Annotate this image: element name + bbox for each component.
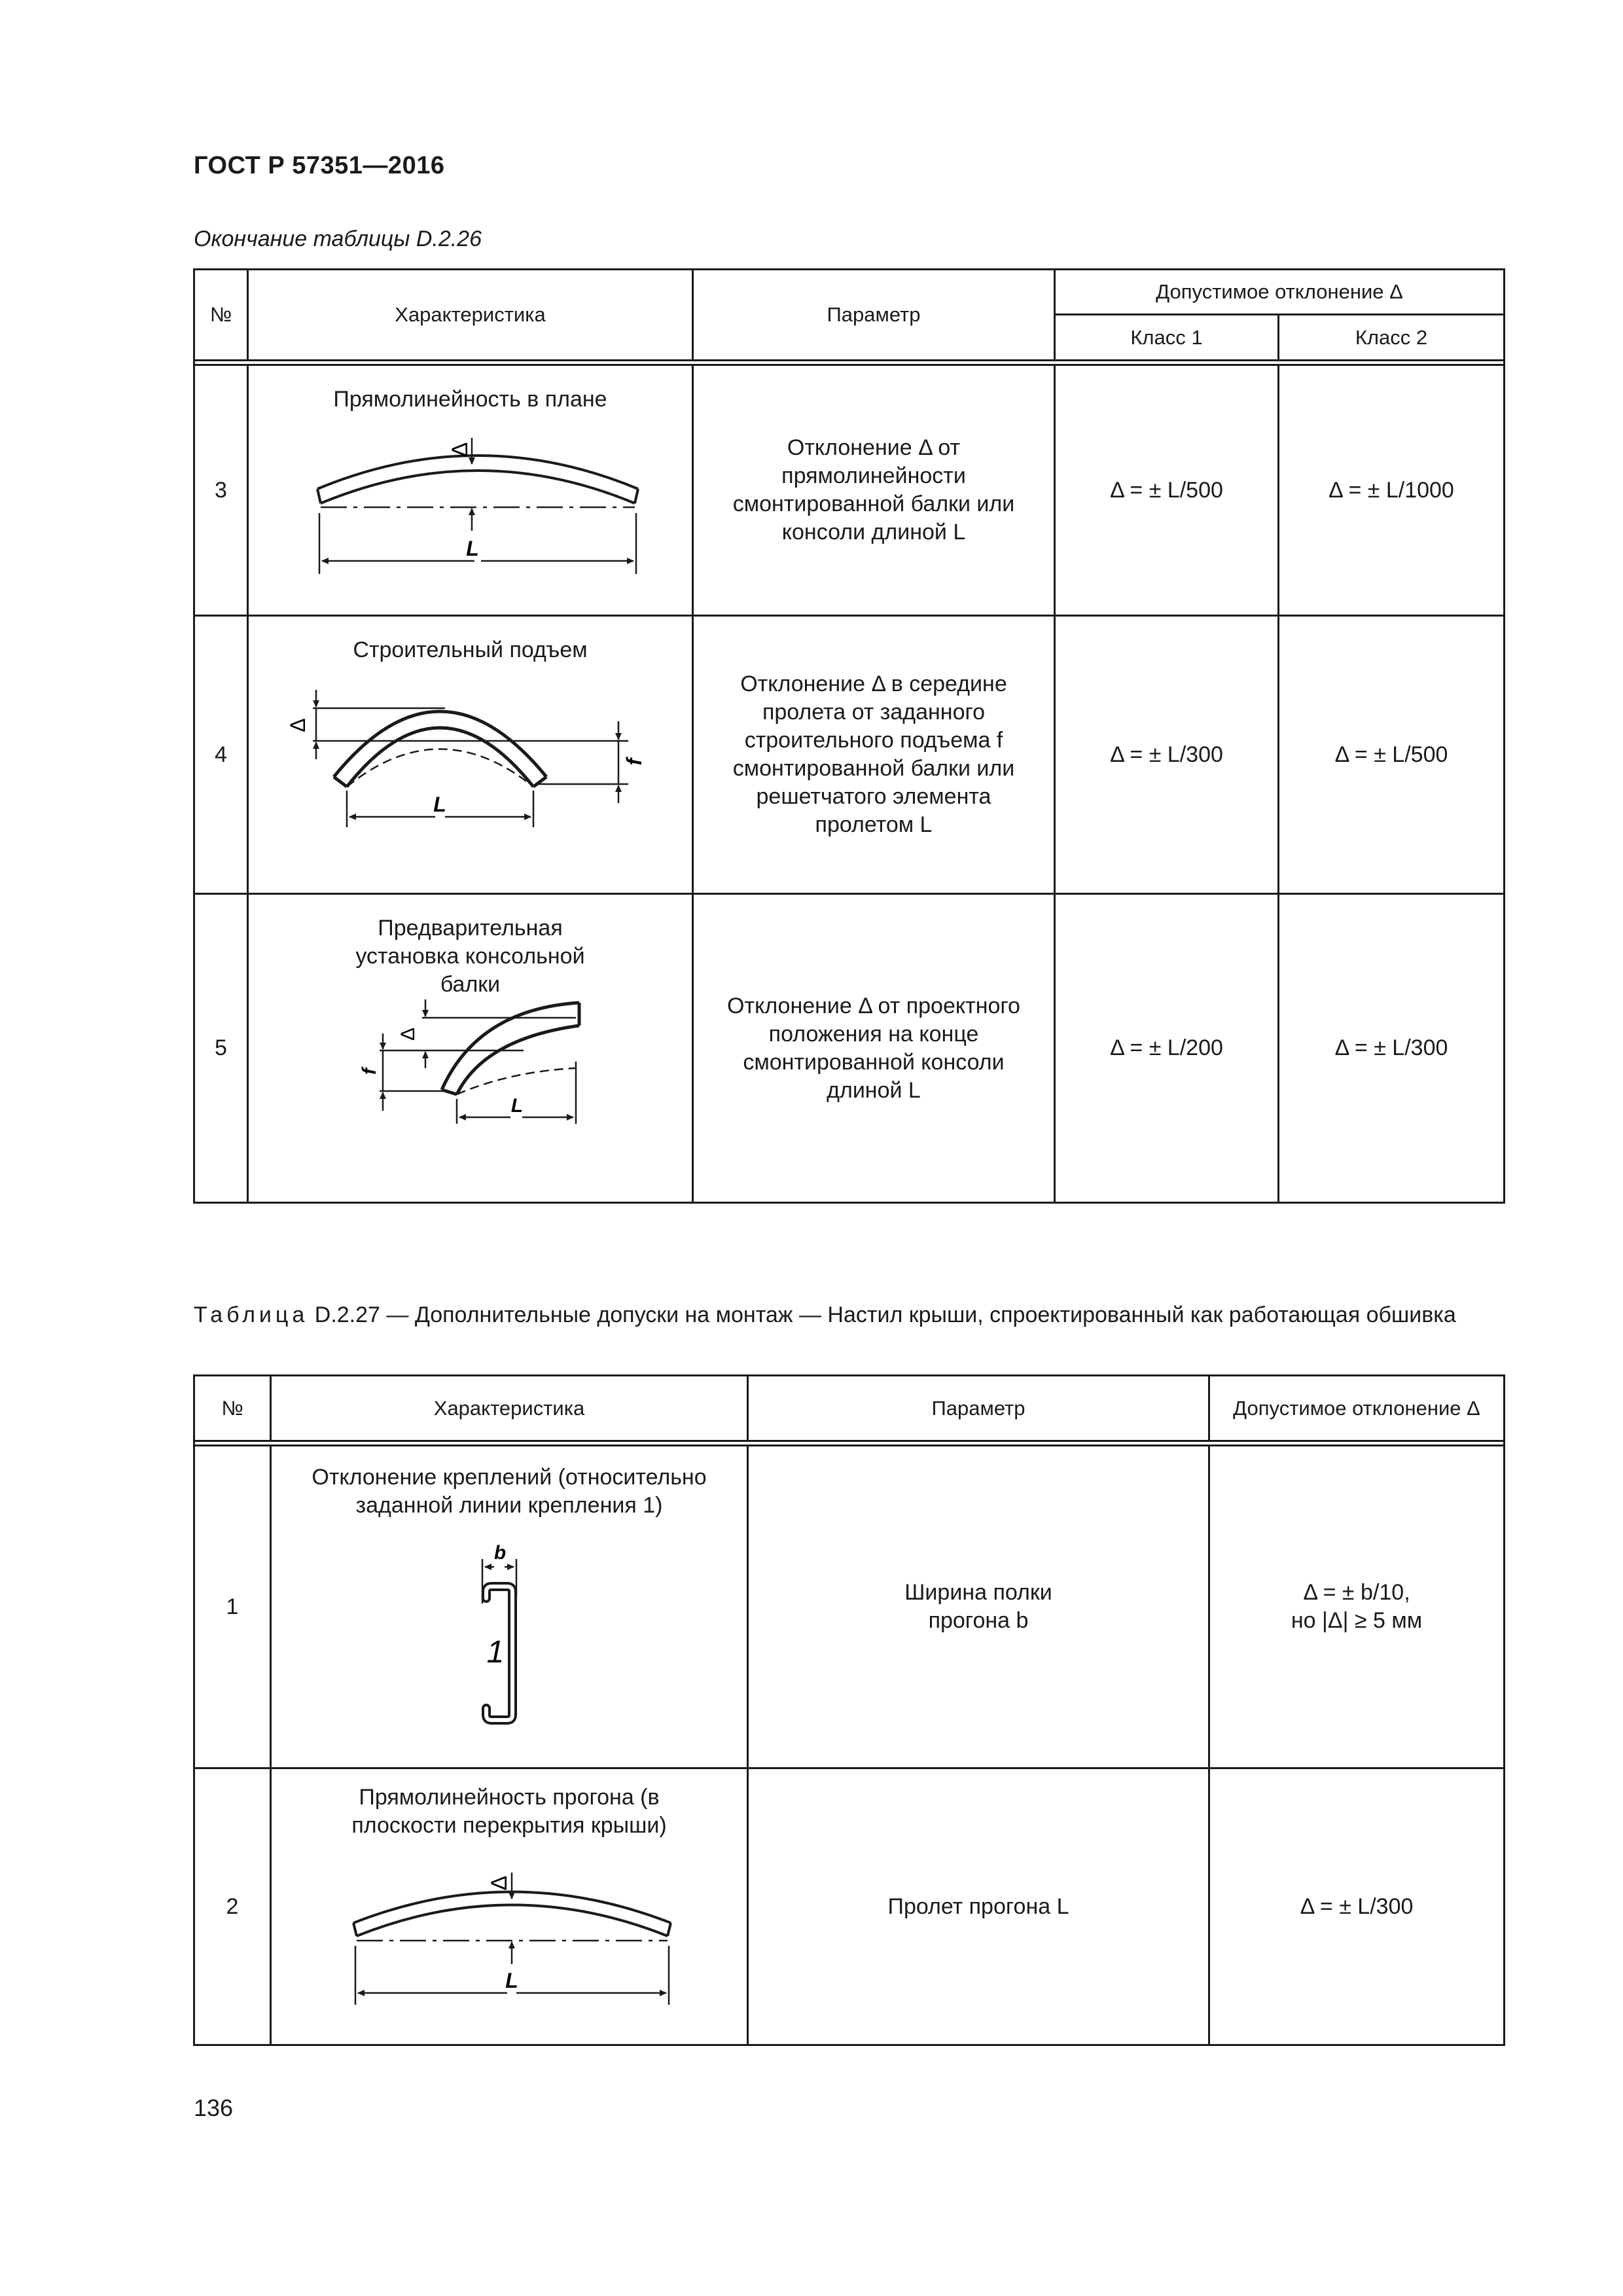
- col-header-parameter: Параметр: [748, 1376, 1209, 1441]
- tolerance-line-2: но |Δ| ≥ 5 мм: [1291, 1608, 1423, 1633]
- parameter-cell: Ширина полки прогона b: [748, 1446, 1209, 1768]
- delta-label: Δ: [397, 1027, 419, 1041]
- characteristic-title: Отклонение креплений (относительно заданной линии крепления 1): [312, 1465, 707, 1518]
- document-header: ГОСТ Р 57351—2016: [194, 152, 445, 179]
- col-header-characteristic: Характеристика: [248, 270, 693, 361]
- delta-label: Δ: [286, 718, 310, 732]
- table-row: [194, 365, 1505, 616]
- fastening-line-label: 1: [486, 1635, 505, 1670]
- col-header-num: №: [194, 270, 248, 361]
- table2-caption-prefix: Таблица: [194, 1302, 309, 1327]
- characteristic-title: Прямолинейность в плане: [333, 387, 607, 412]
- parameter-cell: Отклонение Δ в середине пролета от заданного строительного подъема f смонтированной балки или решетчатого элемента пролетом L: [693, 616, 1055, 894]
- table-row: [194, 894, 1505, 1203]
- delta-label: Δ: [448, 442, 473, 457]
- rise-label: f: [359, 1068, 380, 1075]
- row-num: 4: [194, 616, 248, 894]
- class1-cell: Δ = ± L/200: [1055, 894, 1279, 1203]
- purlin-fastening-diagram: [272, 1446, 749, 1767]
- length-label: L: [466, 537, 479, 560]
- table-d2-27: [193, 1374, 1505, 2046]
- characteristic-title: Предварительная установка консольной балки: [355, 916, 585, 997]
- col-header-tolerance: Допустимое отклонение Δ: [1055, 270, 1505, 315]
- table-d2-26: [193, 268, 1505, 1204]
- page-number: 136: [194, 2094, 234, 2121]
- row-num: 3: [194, 365, 248, 616]
- class1-cell: Δ = ± L/300: [1055, 616, 1279, 894]
- table1-caption: Окончание таблицы D.2.26: [194, 226, 482, 251]
- construction-camber-diagram: [249, 617, 694, 893]
- col-header-parameter: Параметр: [693, 270, 1055, 361]
- tolerance-cell: [1209, 1446, 1505, 1768]
- parameter-cell: Пролет прогона L: [748, 1768, 1209, 2045]
- table-row: [194, 616, 1505, 894]
- row-num: 2: [194, 1768, 271, 2045]
- characteristic-cell: [248, 894, 693, 1203]
- table2-caption-text: D.2.27 — Дополнительные допуски на монтаж — Настил крыши, спроектированный как работающая обшивка: [308, 1302, 1456, 1327]
- length-label: L: [505, 1969, 518, 1992]
- parameter-cell: Отклонение Δ от проектного положения на конце смонтированной консоли длиной L: [693, 894, 1055, 1203]
- characteristic-cell: [248, 365, 693, 616]
- row-num: 1: [194, 1446, 271, 1768]
- parameter-cell: Отклонение Δ от прямолинейности смонтированной балки или консоли длиной L: [693, 365, 1055, 616]
- row-num: 5: [194, 894, 248, 1203]
- straightness-in-plan-diagram: [249, 366, 694, 615]
- col-header-class2: Класс 2: [1279, 315, 1505, 361]
- length-label: L: [433, 793, 446, 816]
- class2-cell: Δ = ± L/500: [1279, 616, 1505, 894]
- cantilever-preset-diagram: [249, 895, 694, 1202]
- table-row: [194, 1446, 1505, 1768]
- width-label: b: [493, 1542, 507, 1564]
- col-header-tolerance: Допустимое отклонение Δ: [1209, 1376, 1505, 1441]
- tolerance-cell: Δ = ± L/300: [1209, 1768, 1505, 2045]
- characteristic-cell: [271, 1446, 748, 1768]
- purlin-straightness-diagram: [272, 1769, 749, 2044]
- table-row: [194, 1768, 1505, 2045]
- rise-label: f: [622, 758, 646, 766]
- characteristic-title: Прямолинейность прогона (в плоскости перекрытия крыши): [351, 1785, 667, 1838]
- length-label: L: [510, 1095, 524, 1117]
- characteristic-cell: [248, 616, 693, 894]
- col-header-characteristic: Характеристика: [271, 1376, 748, 1441]
- class2-cell: Δ = ± L/300: [1279, 894, 1505, 1203]
- tolerance-line-1: Δ = ± b/10,: [1303, 1580, 1410, 1605]
- col-header-class1: Класс 1: [1055, 315, 1279, 361]
- table2-caption: [194, 1300, 1526, 1330]
- class2-cell: Δ = ± L/1000: [1279, 365, 1505, 616]
- characteristic-cell: [271, 1768, 748, 2045]
- col-header-num: №: [194, 1376, 271, 1441]
- delta-label: Δ: [487, 1875, 512, 1891]
- class1-cell: Δ = ± L/500: [1055, 365, 1279, 616]
- characteristic-title: Строительный подъем: [353, 637, 588, 662]
